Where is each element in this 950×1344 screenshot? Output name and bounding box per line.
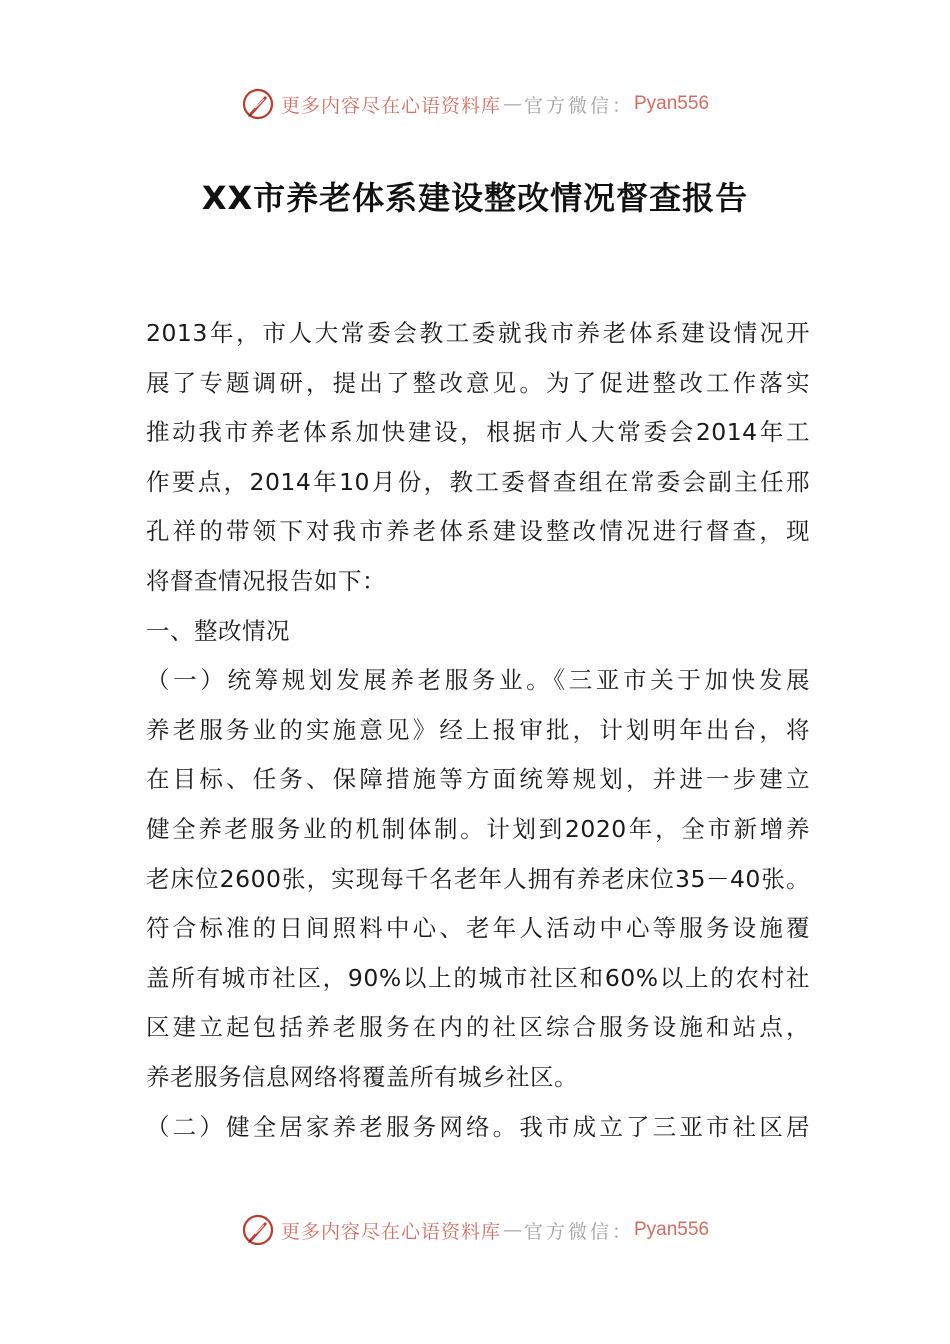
body-line: 健全养老服务业的机制体制。计划到2020年，全市新增养 <box>146 814 810 843</box>
watermark-text: 更多内容尽在心语资料库 <box>280 1220 501 1243</box>
section-heading: 一、整改情况 <box>146 616 290 645</box>
watermark-label: 官方微信： <box>523 1220 634 1243</box>
body-line: 老床位2600张，实现每千名老年人拥有养老床位35－40张。 <box>146 864 810 893</box>
body-line: （二）健全居家养老服务网络。我市成立了三亚市社区居 <box>146 1112 810 1141</box>
quill-pen-circle-icon <box>241 87 275 121</box>
watermark-text: 更多内容尽在心语资料库 <box>280 94 501 117</box>
body-line: 将督查情况报告如下： <box>146 566 386 595</box>
body-line: 养老服务业的实施意见》经上报审批，计划明年出台，将 <box>146 715 810 744</box>
body-line: 盖所有城市社区，90%以上的城市社区和60%以上的农村社 <box>146 963 810 992</box>
quill-pen-circle-icon <box>241 1213 275 1247</box>
body-line: 推动我市养老体系加快建设，根据市人大常委会2014年工 <box>146 418 810 447</box>
body-line: 在目标、任务、保障措施等方面统筹规划，并进一步建立 <box>146 765 810 794</box>
body-line: （一）统筹规划发展养老服务业。《三亚市关于加快发展 <box>146 666 810 695</box>
body-line: 养老服务信息网络将覆盖所有城乡社区。 <box>146 1062 578 1091</box>
watermark-wechat-id: Pyan556 <box>634 1219 710 1240</box>
footer-watermark <box>0 1210 950 1250</box>
document-body <box>146 309 810 1152</box>
body-line: 区建立起包括养老服务在内的社区综合服务设施和站点， <box>146 1013 810 1042</box>
body-line: 展了专题调研，提出了整改意见。为了促进整改工作落实 <box>146 368 810 397</box>
body-line: 孔祥的带领下对我市养老体系建设整改情况进行督查，现 <box>146 517 810 546</box>
watermark-dash: — <box>502 1219 522 1241</box>
header-watermark <box>0 84 950 124</box>
body-line: 符合标准的日间照料中心、老年人活动中心等服务设施覆 <box>146 914 810 943</box>
watermark-wechat-id: Pyan556 <box>634 93 710 114</box>
watermark-dash: — <box>502 93 522 115</box>
body-line: 2013年，市人大常委会教工委就我市养老体系建设情况开 <box>146 319 810 347</box>
body-line: 作要点，2014年10月份，教工委督查组在常委会副主任邢 <box>146 467 810 496</box>
watermark-label: 官方微信： <box>523 94 634 117</box>
document-title: XX市养老体系建设整改情况督查报告 <box>201 179 749 217</box>
